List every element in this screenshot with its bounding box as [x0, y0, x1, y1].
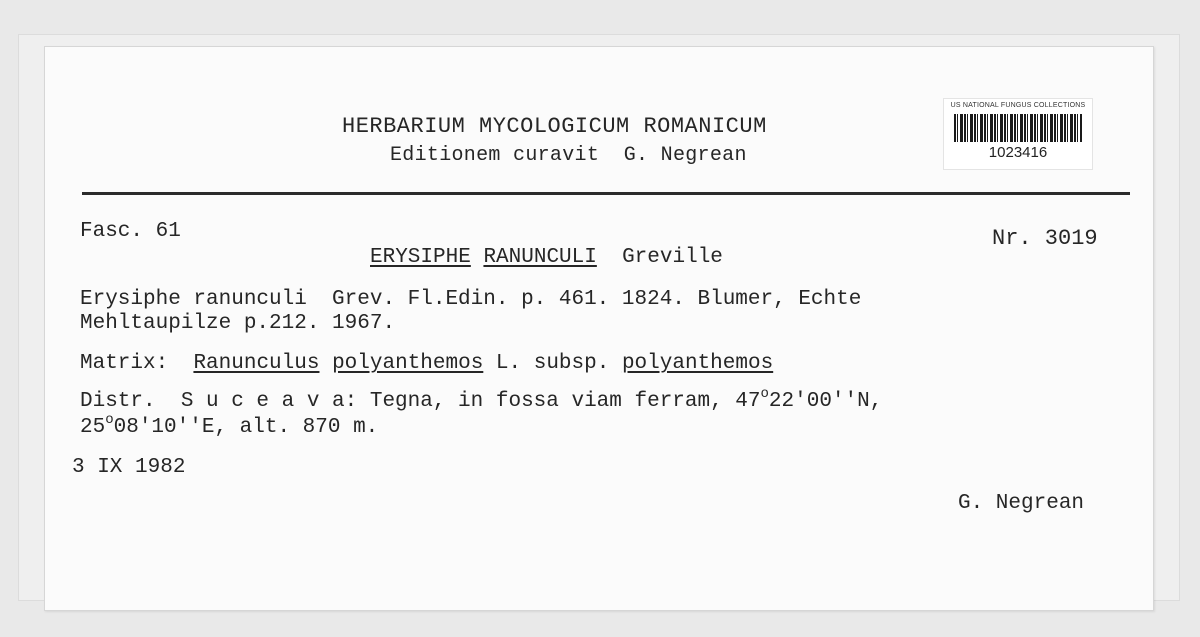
matrix-subspecies: polyanthemos: [621, 352, 774, 375]
distr-text-2b: 08'10''E, alt. 870 m.: [113, 416, 379, 439]
matrix-rank: L. subsp.: [495, 352, 610, 375]
fascicle-number: Fasc. 61: [80, 220, 181, 243]
degree-mark: o: [105, 412, 114, 428]
distribution-line-1: [80, 386, 883, 413]
collector-name: G. Negrean: [958, 492, 1085, 515]
matrix-line: [80, 352, 773, 375]
distr-text-1: Distr. S u c e a v a: Tegna, in fossa viam ferram, 47: [80, 390, 761, 413]
matrix-label: Matrix:: [80, 352, 169, 375]
herbarium-title: HERBARIUM MYCOLOGICUM ROMANICUM: [342, 114, 767, 139]
citation-line-2: Mehltaupilze p.212. 1967.: [80, 312, 396, 335]
citation-line-1: Erysiphe ranunculi Grev. Fl.Edin. p. 461. 1824. Blumer, Echte: [80, 288, 862, 311]
barcode-icon: [954, 114, 1082, 142]
header-divider: [82, 192, 1130, 195]
species-author: Greville: [622, 246, 723, 269]
distr-text-1b: 22'00''N,: [768, 390, 883, 413]
species-name: [370, 246, 723, 269]
species-genus: ERYSIPHE: [370, 246, 471, 269]
matrix-epithet: polyanthemos: [332, 352, 484, 375]
barcode-org: US NATIONAL FUNGUS COLLECTIONS: [950, 102, 1086, 109]
barcode-number: 1023416: [988, 144, 1048, 161]
species-epithet: RANUNCULI: [483, 246, 597, 269]
collection-date: 3 IX 1982: [72, 456, 186, 479]
distribution-line-2: [80, 412, 379, 439]
matrix-genus: Ranunculus: [193, 352, 320, 375]
barcode-sticker: [943, 98, 1093, 170]
specimen-number: Nr. 3019: [992, 226, 1098, 251]
editor-line: Editionem curavit G. Negrean: [390, 144, 747, 167]
distr-text-2: 25: [80, 416, 106, 439]
degree-mark: o: [760, 386, 769, 402]
